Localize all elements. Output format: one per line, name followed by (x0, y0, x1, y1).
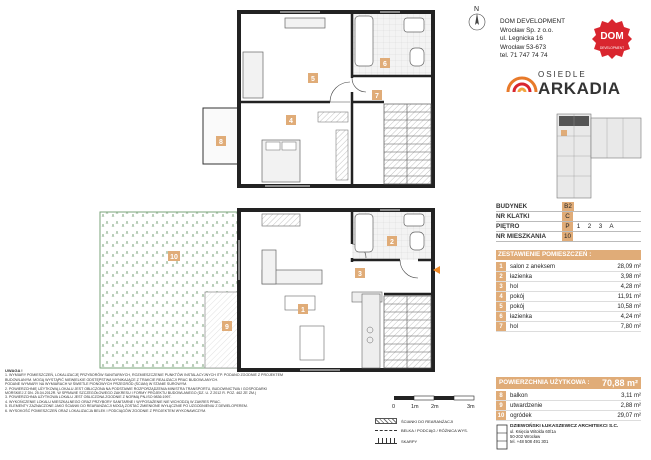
room-name: hol (510, 284, 519, 290)
north-label: N (474, 6, 480, 13)
room-label-4: 4 (289, 118, 293, 125)
room-num: 2 (496, 272, 506, 281)
room-list (496, 262, 641, 332)
apartment-label: NR MIESZKANIA (496, 233, 547, 240)
room-label-8: 8 (219, 139, 223, 146)
room-area: 10,58 m² (617, 304, 641, 310)
extra-name: ogródek (510, 413, 532, 419)
room-row (496, 292, 641, 302)
legend-item (375, 418, 453, 424)
room-label-9: 9 (225, 324, 229, 331)
legend-label: BELKA / PODCIĄG / RÓŻNICA WYS. (401, 428, 468, 433)
usable-area-value: 70,88 m² (601, 378, 638, 388)
scale-tick-3: 3m (467, 404, 475, 410)
legend-swatch (375, 418, 397, 424)
note-line: 6. WYSOKOŚĆ POMIESZCZEŃ ORAZ LOKALIZACJA BELEK I PODCIĄGÓW ZGODNIE Z PROJEKTEM WYKONAWCZYM. (5, 408, 207, 413)
legend-swatch (375, 438, 397, 444)
extra-area: 2,88 m² (620, 403, 641, 409)
extra-row (496, 401, 641, 411)
room-label-5: 5 (311, 76, 315, 83)
room-area: 3,98 m² (620, 274, 641, 280)
wardrobe (318, 112, 348, 122)
bathtub-upper (355, 16, 373, 66)
extra-num: 9 (496, 401, 506, 410)
architect-name: DZIEWOŃSKI ŁUKASZEWICZ ARCHITEKCI S.C. (510, 424, 619, 429)
note-line: 5. ELEMENTY ZAZNACZONE JAKO ŚCIANKI DO REARANŻACJI MOGĄ ZOSTAĆ ZMIENIONE WYŁĄCZNIE PO UZGODNIENIU Z DEWELOPEREM. (5, 404, 248, 409)
room-name: łazienka (510, 274, 533, 280)
extra-row (496, 391, 641, 401)
room-row (496, 272, 641, 282)
floor-option: 2 (587, 223, 592, 230)
architect-phone: tel. +48 508 491 301 (510, 439, 549, 444)
scale-tick-2: 2m (431, 404, 439, 410)
note-line: PODANE WYMIARY NA WYMIARACH W ŚWIETLE PIONOWYCH PRZEGRÓD (ŚCIAN) W STANIE SUROWYM. (5, 382, 188, 387)
note-line: 4. WYKOŃCZENIE LOKALU MIESZKALNEGO ORAZ PRZYBORY SANITARNE I WYPOSAŻENIE NIE WCHODZĄ W ZAKRES PRAC. (5, 399, 221, 404)
company-name: DOM DEVELOPMENT (500, 18, 565, 25)
kitchen-units (362, 294, 380, 368)
room-label-3: 3 (358, 271, 362, 278)
room-row (496, 302, 641, 312)
stairwell-label: NR KLATKI (496, 213, 530, 220)
desk (285, 18, 325, 28)
floor-label: PIĘTRO (496, 223, 520, 230)
notes-title: UWAGA ! (5, 368, 23, 373)
floor-option: A (609, 223, 614, 230)
room-area: 7,80 m² (620, 324, 641, 330)
legend-item (375, 428, 468, 433)
bed-small (243, 52, 263, 98)
room-name: pokój (510, 304, 525, 310)
key-plan (549, 112, 649, 200)
architect-logo-icon (496, 424, 508, 450)
room-row (496, 322, 641, 332)
room-area: 11,91 m² (617, 294, 641, 300)
upper-floor (203, 12, 433, 186)
scale-tick-0: 0 (392, 404, 396, 410)
scale-tick-1: 1m (411, 404, 419, 410)
apartment-row (496, 232, 641, 242)
apartment-value: 10 (563, 233, 571, 240)
building-value: B2 (562, 202, 574, 211)
room-num: 6 (496, 312, 506, 321)
extra-name: balkon (510, 393, 528, 399)
room-name: pokój (510, 294, 525, 300)
floor-option: 3 (598, 223, 603, 230)
architect-city: 50-202 Wrocław (510, 434, 541, 439)
building-row (496, 202, 641, 212)
room-name: hol (510, 324, 519, 330)
dining-table (300, 326, 324, 360)
floor-option: 1 (576, 223, 581, 230)
room-num: 3 (496, 282, 506, 291)
apartment-info-table (496, 202, 641, 242)
company-phone: tel. 71 747 74 74 (500, 52, 548, 60)
project-name: ARKADIA (538, 79, 621, 98)
extra-area: 29,07 m² (617, 413, 641, 419)
floor-option: P (562, 222, 573, 231)
room-label-2: 2 (390, 239, 394, 246)
note-line: 2. POWIERZCHNIĘ UŻYTKOWĄ LOKALU JEST OBLICZONA NA PODSTAWIE ROZPORZĄDZENIA MINISTRA TRANSPORTU, BUDOWNICTWA I GOSPODARKI (5, 386, 268, 391)
room-label-10: 10 (170, 254, 178, 261)
extra-row (496, 411, 641, 421)
company-line3: Wrocław 53-673 (500, 43, 547, 51)
architect-address: ul. Księcia Witolda 60/1a (510, 429, 556, 434)
room-num: 7 (496, 322, 506, 331)
room-row (496, 282, 641, 292)
shower-lower (355, 214, 373, 252)
wardrobe-lower (262, 214, 300, 226)
building-label: BUDYNEK (496, 203, 528, 210)
key-plan-unit-marker (561, 130, 567, 136)
room-area: 4,24 m² (620, 314, 641, 320)
stairwell-row (496, 212, 641, 222)
note-line: BUDOWLANYM. MOGĄ WYSTĄPIĆ NIEWIELKIE ODSTĘPSTWA WYNIKAJĄCE Z TRAKCIE REALIZACJI PRAC BUDOWLANYCH. (5, 377, 219, 382)
extra-area: 3,11 m² (621, 393, 641, 399)
room-label-1: 1 (301, 307, 305, 314)
lower-stairs (384, 296, 431, 368)
architect-info (510, 424, 640, 456)
company-line2: ul. Legnicka 16 (500, 35, 543, 43)
project-prefix: OSIEDLE (538, 70, 587, 79)
sink-lower (404, 214, 424, 226)
rooms-header: ZESTAWIENIE POMIESZCZEŃ : (496, 250, 641, 260)
room-num: 5 (496, 302, 506, 311)
room-area: 4,28 m² (620, 284, 641, 290)
room-name: łazienka (510, 314, 533, 320)
lower-floor (100, 210, 440, 370)
usable-area-label: POWIERZCHNIA UŻYTKOWA : (499, 379, 590, 386)
room-label-7: 7 (375, 93, 379, 100)
extra-num: 10 (497, 413, 505, 419)
room-area: 28,09 m² (617, 264, 641, 270)
room-label-6: 6 (383, 61, 387, 68)
legend-label: SKARPY (401, 438, 418, 444)
dom-logo-sub: DEVELOPMENT (599, 46, 625, 50)
extra-name: utwardzenie (510, 403, 543, 409)
room-row (496, 262, 641, 272)
company-line1: Wrocław Sp. z o.o. (500, 26, 554, 34)
sink-upper (404, 18, 424, 32)
extra-area-list (496, 391, 641, 421)
stairwell-value: C (562, 212, 573, 221)
room-row (496, 312, 641, 322)
note-line: MORSKIEJ Z DN. 25.04.2012R. W SPRAWIE SZCZEGÓŁOWEGO ZAKRESU I FORMY PROJEKTU BUDOWLANEGO (DZ. U. Z 2012 R. POZ. 462 ZE ZM.) (5, 391, 257, 396)
usable-area-bar (496, 377, 641, 389)
legend-label: ŚCIANKI DO REARANŻACJI (401, 418, 454, 424)
legend-item (375, 438, 417, 444)
legend-swatch (375, 430, 397, 431)
toilet-lower (410, 232, 424, 250)
room-num: 1 (496, 262, 506, 271)
toilet-upper (410, 48, 424, 66)
dom-logo-text: DOM (600, 31, 624, 42)
room-num: 4 (496, 292, 506, 301)
floor-row (496, 222, 641, 232)
room-name: salon z aneksem (510, 264, 556, 270)
company-info (500, 18, 565, 61)
arkadia-logo-icon (506, 68, 538, 94)
note-line: 1. WYMIARY POMIESZCZEŃ, LOKALIZACJĘ PRZYBORÓW SANITARNYCH, ROZMIESZCZENIE PUNKTÓW INSTALACYJNYCH ITP. PODANO ZGODNIE Z PROJEKTEM (5, 373, 284, 378)
note-line: 3. POWIERZCHNIA UŻYTKOWA LOKALU JEST OBLICZONA ZGODNIE Z NORMĄ PN-ISO 9836:1997. (5, 395, 172, 400)
extra-num: 8 (496, 391, 506, 400)
notes (5, 369, 373, 413)
